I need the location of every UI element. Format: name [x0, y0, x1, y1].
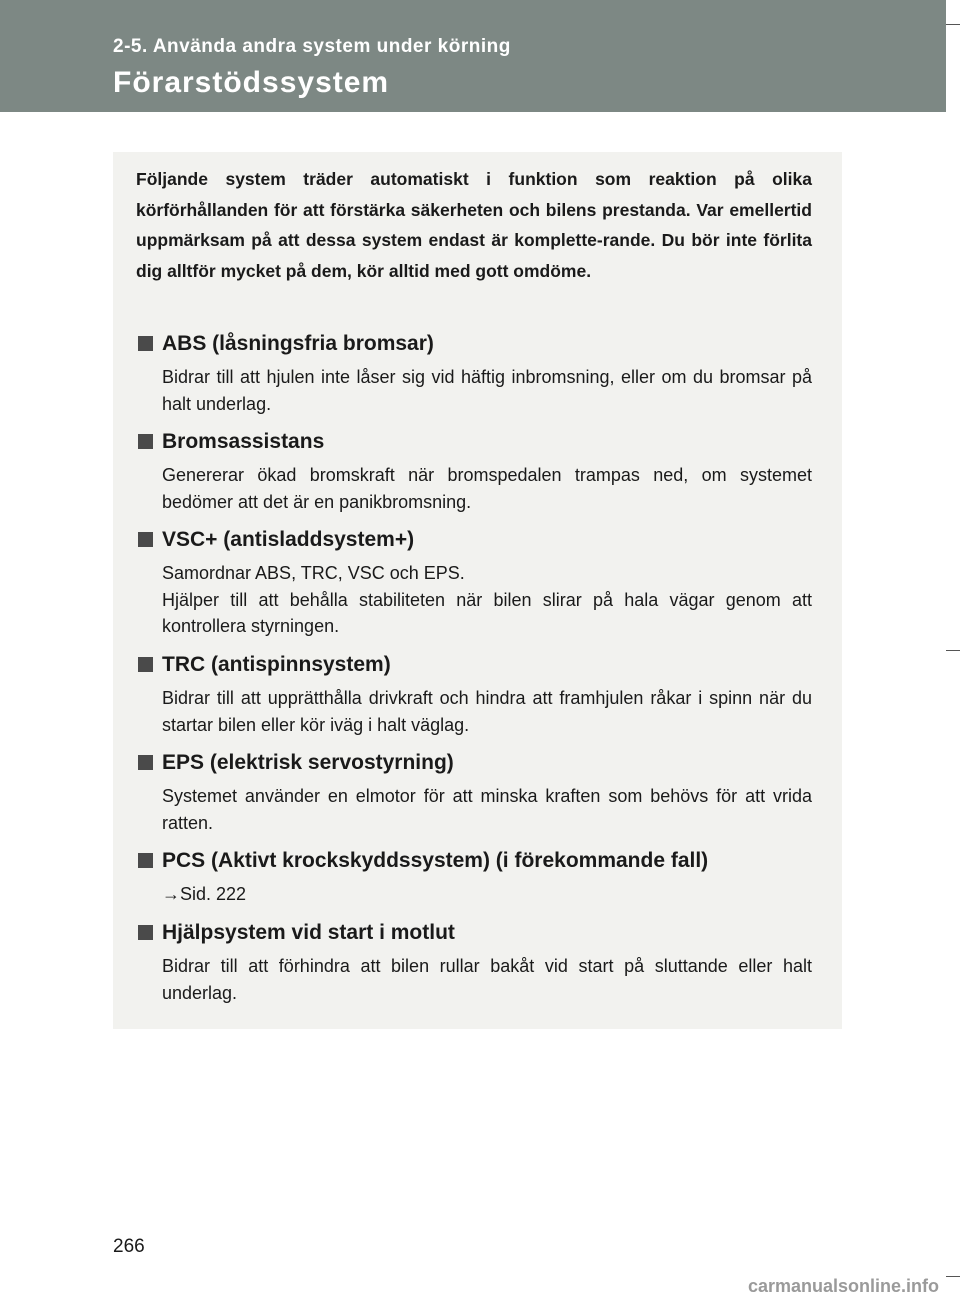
section-heading: 2-5. Använda andra system under körning [113, 36, 511, 57]
item-title: TRC (antispinnsystem) [162, 653, 391, 676]
item-body [162, 462, 812, 515]
crop-mark-middle [946, 650, 960, 651]
item-text: Samordnar ABS, TRC, VSC och EPS. [162, 563, 465, 583]
item-body [162, 881, 812, 908]
square-bullet-icon [138, 336, 153, 351]
item-text: Systemet använder en elmotor för att minska kraften som behövs för att vrida ratten. [162, 786, 812, 833]
item-text: Bidrar till att hjulen inte låser sig vid häftig inbromsning, eller om du bromsar på halt underlag. [162, 367, 812, 414]
watermark: carmanualsonline.info [748, 1276, 940, 1296]
crop-mark-bottom [946, 1276, 960, 1277]
list-item [138, 330, 812, 417]
square-bullet-icon [138, 853, 153, 868]
item-title: Bromsassistans [162, 430, 325, 453]
item-text: Hjälper till att behålla stabiliteten när bilen slirar på hala vägar genom att kontrollera styrningen. [162, 589, 812, 636]
square-bullet-icon [138, 925, 153, 940]
list-item [138, 428, 812, 515]
square-bullet-icon [138, 434, 153, 449]
intro-paragraph: Följande system träder automatiskt i funktion som reaktion på olika körförhållanden för att förstärka säkerheten och bilens prestanda. Var emellertid uppmärksam på att dessa system endast är komplette-rande. Du bör inte förlita dig alltför mycket på dem, kör alltid med gott omdöme. [136, 169, 812, 281]
page-header [0, 0, 946, 112]
square-bullet-icon [138, 657, 153, 672]
page-reference-link[interactable]: →Sid. 222 [162, 884, 247, 904]
list-item [138, 526, 812, 640]
item-text: Bidrar till att upprätthålla drivkraft och hindra att framhjulen råkar i spinn när du startar bilen eller kör iväg i halt väglag. [162, 688, 812, 735]
list-item [138, 749, 812, 836]
item-title: ABS (låsningsfria bromsar) [162, 332, 434, 355]
square-bullet-icon [138, 532, 153, 547]
list-item [138, 651, 812, 738]
list-item [138, 847, 812, 908]
item-title: Hjälpsystem vid start i motlut [162, 921, 455, 944]
item-text: Genererar ökad bromskraft när bromspedalen trampas ned, om systemet bedömer att det är en panikbromsning. [162, 465, 812, 512]
item-body [162, 953, 812, 1006]
item-body [162, 364, 812, 417]
square-bullet-icon [138, 755, 153, 770]
page-title: Förarstödssystem [113, 66, 390, 99]
item-body [162, 685, 812, 738]
item-body [162, 783, 812, 836]
page-number: 266 [113, 1236, 145, 1257]
list-item [138, 919, 812, 1006]
item-text: Bidrar till att förhindra att bilen rullar bakåt vid start på sluttande eller halt underlag. [162, 956, 812, 1003]
crop-mark-top [946, 24, 960, 25]
item-body [162, 560, 812, 640]
item-title: EPS (elektrisk servostyrning) [162, 751, 454, 774]
item-title: VSC+ (antisladdsystem+) [162, 528, 415, 551]
item-title: PCS (Aktivt krockskyddssystem) (i förekommande fall) [162, 849, 709, 872]
